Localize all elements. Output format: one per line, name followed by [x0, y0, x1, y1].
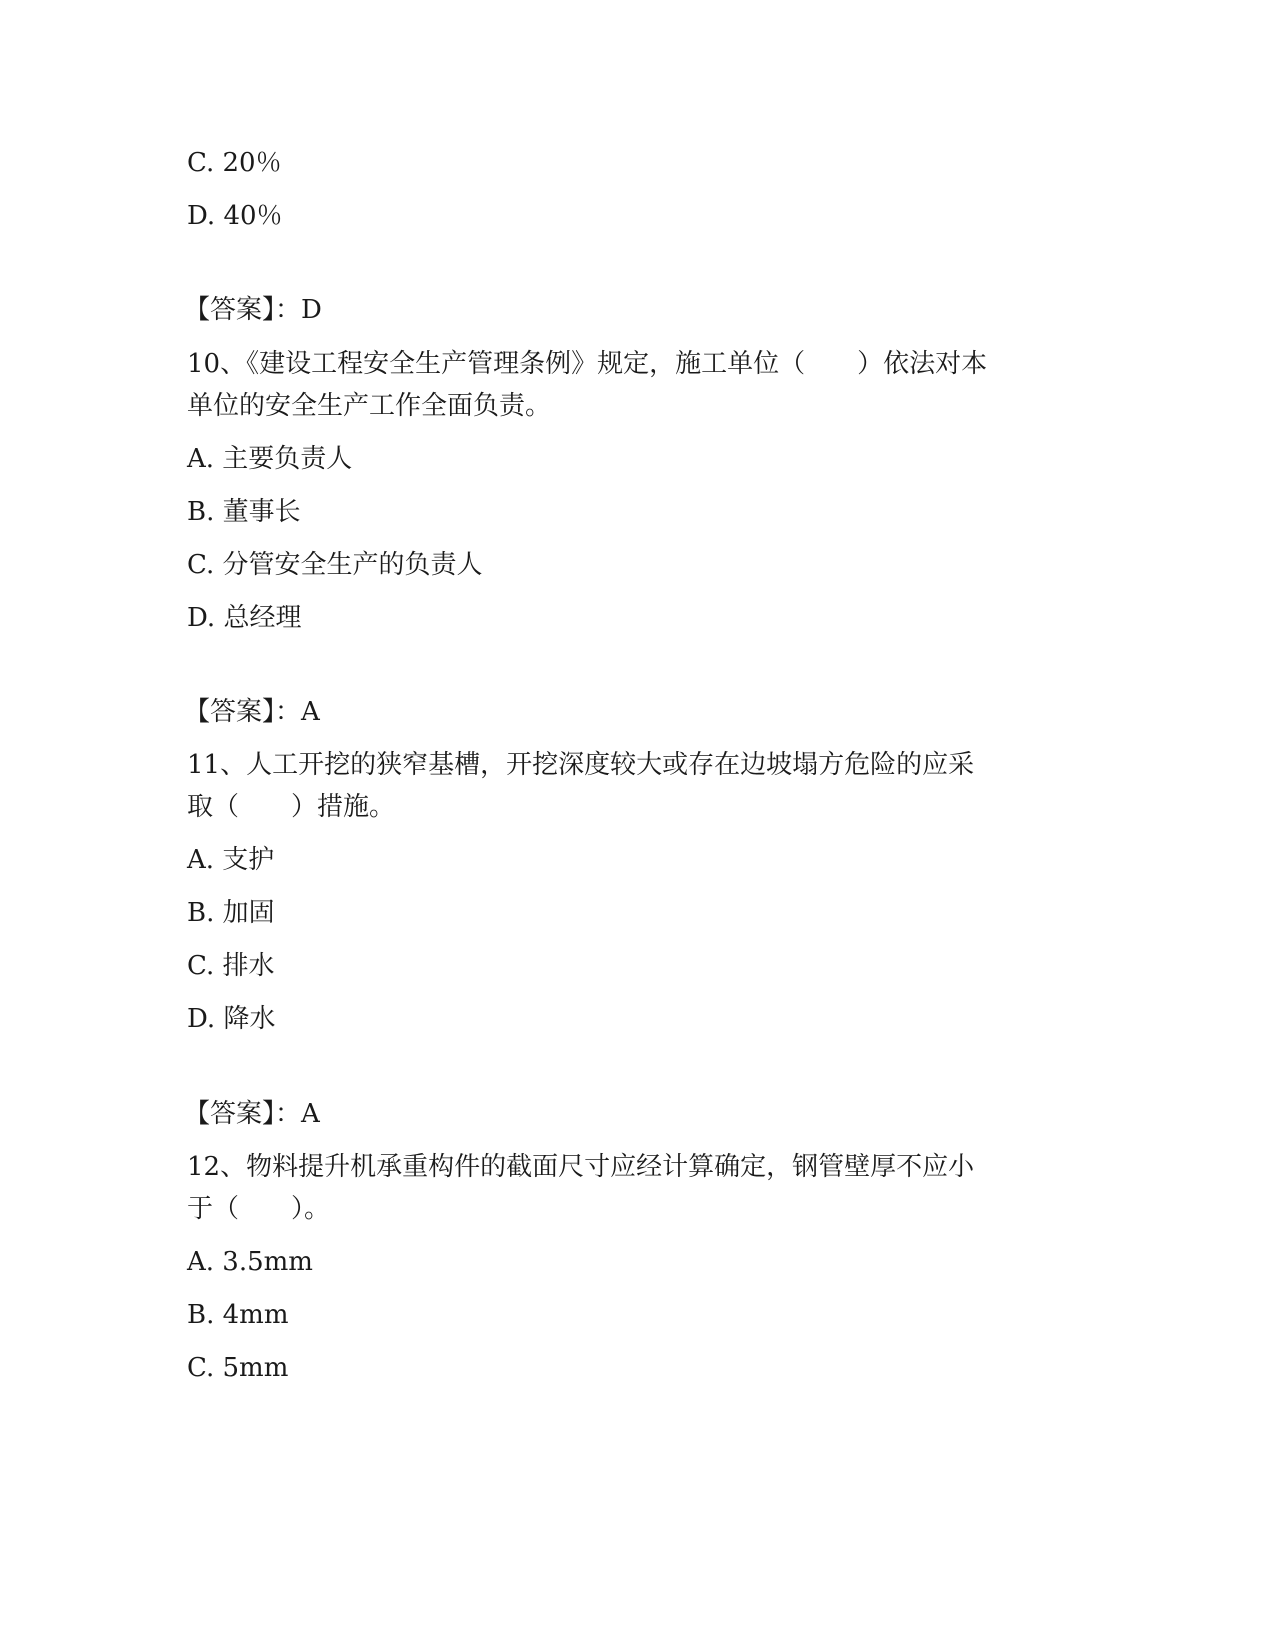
option-c: C. 分管安全生产的负责人 — [187, 550, 483, 580]
option-d: D. 40％ — [187, 201, 283, 231]
option-c: C. 排水 — [187, 951, 275, 981]
question-stem-line: 10、《建设工程安全生产管理条例》规定，施工单位（ ）依法对本 — [187, 349, 988, 379]
question-stem-line: 12、物料提升机承重构件的截面尺寸应经计算确定，钢管壁厚不应小 — [187, 1152, 975, 1182]
question-stem-line: 取（ ）措施。 — [187, 792, 396, 822]
option-d: D. 降水 — [187, 1004, 276, 1034]
option-b: B. 董事长 — [187, 497, 301, 527]
option-a: A. 支护 — [187, 845, 275, 875]
option-b: B. 加固 — [187, 898, 275, 928]
question-stem-line: 11、人工开挖的狭窄基槽，开挖深度较大或存在边坡塌方危险的应采 — [187, 750, 975, 780]
answer-line: 【答案】：A — [184, 697, 320, 727]
answer-line: 【答案】：D — [184, 295, 322, 325]
option-b: B. 4mm — [187, 1300, 289, 1330]
option-a: A. 3.5mm — [187, 1247, 313, 1277]
answer-line: 【答案】：A — [184, 1099, 320, 1129]
question-stem-line: 于（ ）。 — [187, 1194, 331, 1224]
option-c: C. 20％ — [187, 148, 282, 178]
option-c: C. 5mm — [187, 1353, 289, 1383]
option-d: D. 总经理 — [187, 603, 302, 633]
option-a: A. 主要负责人 — [187, 444, 353, 474]
question-stem-line: 单位的安全生产工作全面负责。 — [187, 391, 552, 421]
